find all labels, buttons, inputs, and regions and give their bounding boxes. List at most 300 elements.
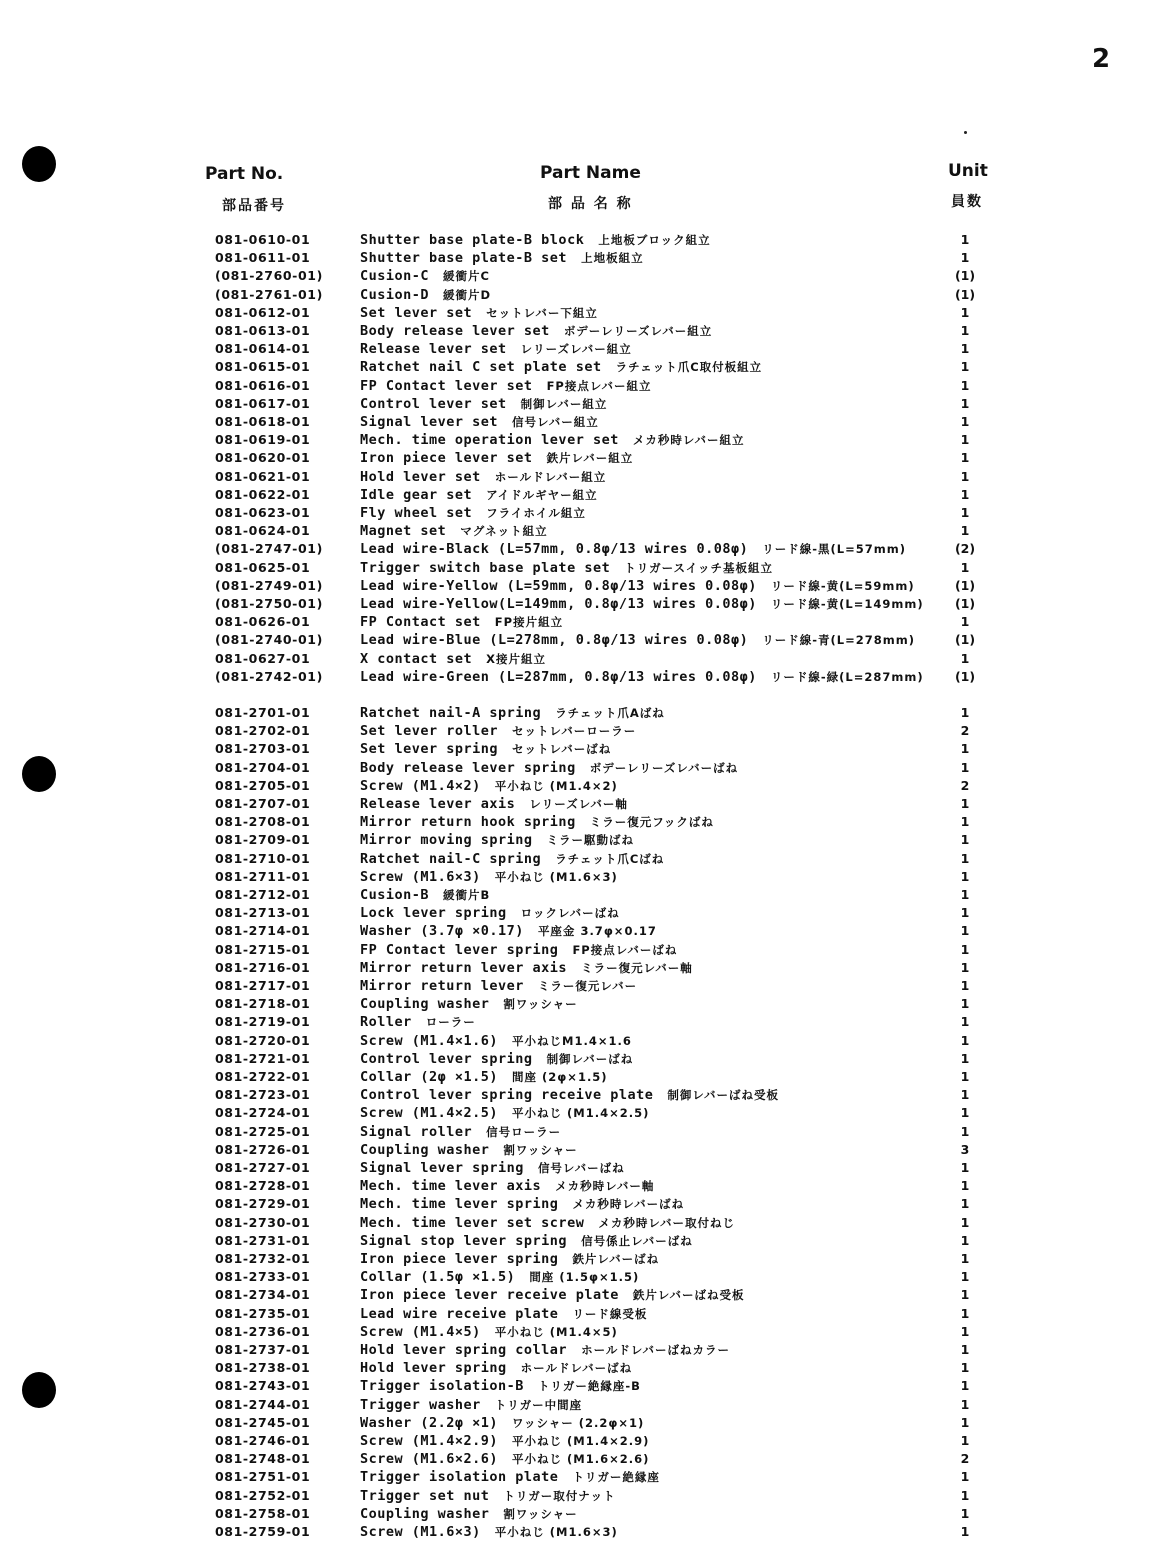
part-name-en: Lead wire-Black (L=57mm, 0.8φ/13 wires 0.08φ) [360,541,749,558]
part-name [360,505,586,521]
part-name [360,469,606,485]
part-unit: 1 [960,614,970,630]
part-name [360,1378,641,1394]
part-name-jp: 制御レバー組立 [520,396,608,411]
part-number: 081-2738-01 [215,1360,311,1376]
part-row [0,578,1152,596]
part-name-en: Screw (M1.4×2.9) [360,1433,499,1449]
part-number: 081-0617-01 [215,395,311,411]
part-name [360,905,620,921]
part-number: 081-2745-01 [215,1414,311,1430]
header-unit: Unit [948,161,988,181]
part-name-jp: ミラー復元レバー軸 [581,960,693,975]
part-name-jp: 上地板組立 [581,251,644,266]
part-name-en: Mirror return lever axis [360,959,568,976]
part-number: 081-2711-01 [215,868,311,884]
part-row [0,1269,1152,1287]
part-row [0,760,1152,778]
part-name [360,1160,625,1176]
part-name [360,1105,649,1121]
part-unit: 1 [960,1014,970,1030]
part-unit: 1 [960,395,970,411]
part-name-en: Idle gear set [360,486,473,503]
part-name [360,1342,730,1358]
part-name-en: Shutter base plate-B block [360,232,585,248]
part-name-en: Lead wire receive plate [360,1305,559,1322]
part-unit: 1 [960,850,970,866]
part-row [0,505,1152,523]
part-number: 081-2733-01 [215,1269,311,1285]
part-row [0,1488,1152,1506]
part-row [0,1433,1152,1451]
part-name-jp: 信号係止レバーばね [581,1233,693,1248]
part-unit: 1 [960,232,970,247]
part-name-jp: トリガースイッチ基板組立 [624,560,774,575]
part-number: 081-0610-01 [215,232,311,247]
part-row [0,1524,1152,1542]
part-number: 081-2704-01 [215,759,311,775]
part-name-jp: FP接点レバー組立 [546,378,652,393]
part-number: 081-2724-01 [215,1105,311,1121]
part-row [0,396,1152,414]
part-name-en: Body release lever set [360,323,550,339]
part-unit: 1 [960,1214,970,1230]
part-number: 081-2710-01 [215,850,311,866]
part-name-en: Trigger set nut [360,1487,490,1504]
part-unit: 1 [960,1087,970,1103]
part-number: 081-2727-01 [215,1160,311,1175]
part-row [0,1087,1152,1105]
part-number: 081-0621-01 [215,468,311,484]
part-name [360,814,714,830]
part-name-jp: 割ワッシャー [503,1506,578,1521]
part-name-jp: フライホイル組立 [486,506,586,520]
part-unit: 1 [960,1032,970,1048]
part-row [0,723,1152,741]
part-number: 081-2713-01 [215,905,311,921]
part-number: 081-2759-01 [215,1524,311,1539]
part-unit: (1) [954,668,976,684]
part-name-jp: セットレバーローラー [512,724,637,739]
part-unit: 3 [960,1141,970,1157]
part-name [360,1488,616,1504]
part-name-en: Roller [360,1014,412,1031]
part-name-en: Trigger switch base plate set [360,559,611,576]
part-name [360,796,628,812]
part-name-en: Control lever set [360,395,507,412]
part-name [360,450,633,466]
part-name-en: Mech. time lever axis [360,1178,542,1195]
part-number: 081-2732-01 [215,1251,311,1266]
part-number: 081-0625-01 [215,559,311,575]
part-name-jp: X接片組立 [486,651,547,666]
part-row [0,596,1152,614]
part-name [360,541,906,557]
part-unit: 1 [960,250,970,266]
part-name-en: Signal lever set [360,414,499,430]
part-name [360,232,711,248]
part-number: 081-2751-01 [215,1469,311,1485]
header-part-no-jp: 部品番号 [222,198,286,214]
part-unit: 1 [960,1305,970,1321]
part-name [360,960,693,976]
part-name-jp: ラチェット爪C取付板組立 [615,360,763,375]
part-number: 081-2714-01 [215,923,311,939]
part-name-en: Screw (M1.4×2.5) [360,1105,499,1122]
part-row [0,378,1152,396]
part-number: 081-2744-01 [215,1396,311,1412]
part-name-jp: セットレバー下組立 [486,305,598,320]
part-row [0,1014,1152,1032]
part-number: 081-0627-01 [215,650,311,666]
part-name-jp: 割ワッシャー [503,997,578,1012]
part-unit: (2) [954,541,976,557]
part-unit: (1) [954,596,976,611]
part-name-jp: 平小ねじ (M1.4×5) [494,1324,618,1339]
part-number: 081-2725-01 [215,1123,311,1139]
part-name [360,305,598,321]
part-name-en: Washer (3.7φ ×0.17) [360,923,524,940]
part-number: 081-0626-01 [215,614,311,630]
part-row [0,1160,1152,1178]
part-number: 081-2730-01 [215,1214,311,1230]
part-name-en: Cusion-B [360,887,430,903]
part-number: (081-2760-01) [215,268,323,284]
part-name [360,1506,578,1522]
part-name-jp: FP接片組立 [494,615,564,630]
part-unit: 1 [960,650,970,666]
header-part-no: Part No. [205,164,284,184]
part-name-jp: 平小ねじ (M1.4×2) [494,778,618,793]
part-row [0,978,1152,996]
part-name [360,323,712,339]
part-name-en: Washer (2.2φ ×1) [360,1414,499,1431]
part-name-en: Release lever set [360,341,507,358]
part-name-jp: レリーズレバー組立 [520,342,632,357]
part-name [360,1360,632,1376]
part-unit: 1 [960,1287,970,1303]
part-unit: 1 [960,359,970,375]
part-unit: 1 [960,996,970,1012]
part-name-jp: 制御レバーばね受板 [667,1088,780,1103]
part-unit: (1) [954,286,976,302]
part-row [0,323,1152,341]
part-name-en: Screw (M1.4×1.6) [360,1032,499,1049]
part-row [0,851,1152,869]
part-name [360,1014,476,1030]
part-unit: 1 [960,341,970,357]
part-row [0,523,1152,541]
part-name-jp: レリーズレバー軸 [529,797,628,811]
part-name-en: Ratchet nail C set plate set [360,359,602,376]
part-name-jp: 鉄片レバーばね [572,1252,660,1266]
part-unit: (1) [954,268,976,284]
part-unit: 1 [960,505,970,520]
part-name [360,287,491,303]
part-row [0,1233,1152,1251]
part-unit: 1 [960,432,970,448]
part-name-en: Ratchet nail-C spring [360,850,542,867]
part-number: 081-2758-01 [215,1505,311,1521]
part-unit: 1 [960,486,970,502]
part-name-jp: 平小ねじ (M1.4×2.5) [512,1106,650,1121]
part-name-en: Screw (M1.6×2.6) [360,1451,499,1468]
part-unit: 2 [960,1451,970,1467]
part-name [360,723,636,739]
part-name-en: Hold lever spring [360,1360,507,1377]
part-unit: 1 [960,741,970,757]
part-name-en: Iron piece lever spring [360,1251,559,1267]
part-name-en: Hold lever spring collar [360,1342,568,1358]
part-number: 081-2702-01 [215,723,311,739]
part-row [0,541,1152,559]
part-name [360,1451,649,1467]
part-name [360,1397,582,1413]
part-name [360,887,490,903]
part-name-jp: リード線-黄(L=59mm) [770,578,915,593]
part-name-jp: 鉄片レバー組立 [546,451,634,466]
part-name [360,250,644,266]
part-name-jp: メカ秒時レバー取付ねじ [598,1215,736,1230]
part-name-jp: トリガー中間座 [494,1397,583,1412]
part-unit: 1 [960,1524,970,1539]
part-name-jp: 間座 (1.5φ×1.5) [529,1270,640,1285]
part-number: 081-0616-01 [215,377,311,393]
part-name-jp: ミラー駆動ばね [546,833,635,848]
part-name-jp: メカ秒時レバー軸 [555,1179,655,1194]
part-row [0,1124,1152,1142]
part-number: (081-2742-01) [215,668,323,684]
part-name-jp: ホールドレバーばね [520,1361,633,1376]
part-number: 081-0623-01 [215,505,311,520]
part-name-jp: トリガー絶縁座 [572,1470,660,1485]
part-name [360,651,546,667]
part-number: 081-2731-01 [215,1232,311,1248]
part-row [0,869,1152,887]
part-number: 081-2723-01 [215,1087,311,1103]
part-name [360,359,762,375]
part-unit: 1 [960,1323,970,1339]
part-unit: 1 [960,468,970,484]
part-name [360,487,598,503]
part-row [0,1051,1152,1069]
part-name [360,1324,618,1340]
part-name-en: Hold lever set [360,468,481,485]
part-name-jp: 信号ローラー [486,1124,562,1139]
part-unit: 1 [960,523,970,539]
part-unit: 1 [960,1105,970,1121]
part-number: 081-2736-01 [215,1323,311,1339]
part-name [360,378,652,394]
part-name-en: Signal stop lever spring [360,1232,568,1249]
part-row [0,1378,1152,1396]
part-name-en: FP Contact set [360,614,481,631]
part-name [360,832,634,848]
part-unit: 1 [960,941,970,957]
part-name-en: Coupling washer [360,1505,490,1522]
part-name [360,923,657,939]
part-name-jp: ワッシャー (2.2φ×1) [512,1415,645,1430]
part-name-jp: 平小ねじ (M1.6×2.6) [512,1452,650,1467]
part-name [360,1178,654,1194]
part-unit: 1 [960,705,970,720]
part-unit: 2 [960,777,970,793]
part-unit: 1 [960,959,970,975]
part-unit: 1 [960,1505,970,1521]
part-row [0,705,1152,723]
part-row [0,923,1152,941]
part-name-en: Trigger isolation plate [360,1469,559,1486]
part-name-en: Mech. time lever spring [360,1196,559,1213]
part-name-jp: ロックレバーばね [520,906,620,921]
part-name-en: Mech. time lever set screw [360,1214,585,1231]
part-name-en: Magnet set [360,523,447,540]
part-name-en: Control lever spring receive plate [360,1087,654,1104]
part-row [0,287,1152,305]
part-row [0,1142,1152,1160]
part-unit: (1) [954,632,976,648]
part-unit: 1 [960,323,970,338]
part-name-jp: 制御レバーばね [546,1051,634,1066]
part-name [360,1233,693,1249]
part-name [360,1524,618,1540]
part-row [0,814,1152,832]
part-name-en: Control lever spring [360,1050,533,1067]
part-name [360,268,490,284]
part-name [360,778,618,794]
part-number: 081-2735-01 [215,1305,311,1321]
part-name-jp: セットレバーばね [512,742,612,757]
part-name-jp: ホールドレバーばねカラー [581,1343,731,1357]
part-row [0,305,1152,323]
part-name [360,669,924,685]
part-number: 081-2729-01 [215,1196,311,1212]
part-number: 081-0614-01 [215,341,311,357]
part-name-jp: 信号レバーばね [537,1161,625,1175]
part-number: 081-2748-01 [215,1451,311,1467]
part-number: 081-2705-01 [215,777,311,793]
part-name-jp: 上地板ブロック組立 [598,233,711,247]
part-unit: 1 [960,1469,970,1485]
part-name [360,942,677,958]
part-name [360,741,611,757]
part-row [0,1451,1152,1469]
part-number: 081-2734-01 [215,1287,311,1303]
part-name [360,1215,735,1231]
header-part-name: Part Name [540,163,641,183]
part-number: 081-0619-01 [215,432,311,448]
part-name-jp: 信号レバー組立 [512,415,599,429]
part-name-jp: 緩衝片D [443,287,492,302]
part-row [0,1287,1152,1305]
part-name-en: X contact set [360,650,473,667]
part-name-jp: トリガー絶縁座-B [537,1379,641,1394]
part-row [0,1105,1152,1123]
part-name [360,760,738,776]
part-row [0,1215,1152,1233]
page-number: 2 [1092,44,1111,74]
part-name-en: Iron piece lever receive plate [360,1287,619,1304]
part-name-jp: 鉄片レバーばね受板 [632,1288,745,1303]
part-name-jp: ラチェット爪Cばね [555,851,665,866]
part-row [0,341,1152,359]
part-row [0,796,1152,814]
part-row [0,1469,1152,1487]
part-name [360,414,599,430]
part-unit: 1 [960,414,970,429]
part-row [0,1251,1152,1269]
part-name-en: FP Contact lever spring [360,941,559,958]
part-number: 081-0612-01 [215,304,311,320]
part-name-jp: ラチェット爪Aばね [555,706,665,720]
part-name-jp: 平小ねじ (M1.6×3) [494,1525,618,1539]
part-name-jp: ローラー [425,1015,476,1030]
part-row [0,250,1152,268]
part-name [360,341,632,357]
header-unit-jp: 員数 [951,194,983,210]
part-number: 081-2709-01 [215,832,311,848]
part-name-jp: ホールドレバー組立 [494,469,607,484]
part-name [360,396,607,412]
part-name-jp: ボデーレリーズレバーばね [589,760,739,775]
part-row [0,450,1152,468]
part-row [0,1033,1152,1051]
part-unit: 1 [960,1360,970,1376]
part-row [0,469,1152,487]
part-number: 081-0624-01 [215,523,311,539]
part-name [360,1269,639,1285]
part-name [360,1469,660,1485]
part-unit: 1 [960,1433,970,1448]
part-name [360,1251,659,1267]
part-name [360,1196,684,1212]
part-row [0,414,1152,432]
speck [964,131,967,134]
part-number: 081-0611-01 [215,250,311,266]
part-number: 081-2728-01 [215,1178,311,1194]
part-name-jp: ミラー復元フックばね [589,815,714,830]
part-name-jp: ミラー復元レバー [537,979,638,993]
part-name-jp: メカ秒時レバーばね [572,1197,685,1212]
part-name-jp: 間座 (2φ×1.5) [512,1070,608,1084]
part-number: (081-2747-01) [215,541,323,557]
part-unit: 1 [960,304,970,320]
part-unit: 1 [960,1378,970,1394]
part-row [0,1196,1152,1214]
part-number: 081-2721-01 [215,1050,311,1066]
part-row [0,651,1152,669]
part-unit: 1 [960,1050,970,1066]
part-name [360,869,618,885]
part-name [360,851,664,867]
part-number: 081-2707-01 [215,796,311,811]
part-name-jp: メカ秒時レバー組立 [632,433,745,448]
part-name-en: Signal lever spring [360,1160,524,1176]
part-row [0,960,1152,978]
part-name-en: Shutter base plate-B set [360,250,568,267]
part-name-en: Trigger isolation-B [360,1378,524,1395]
part-name [360,1142,578,1158]
part-number: 081-0622-01 [215,486,311,502]
part-unit: 1 [960,1178,970,1194]
part-row [0,887,1152,905]
part-name-jp: リード線-青(L=278mm) [762,633,915,648]
part-unit: 1 [960,814,970,830]
part-number: 081-2718-01 [215,996,311,1012]
part-name-jp: ボデーレリーズレバー組立 [563,324,713,338]
part-name-jp: 緩衝片B [443,888,491,902]
part-name-en: Lead wire-Green (L=287mm, 0.8φ/13 wires 0.08φ) [360,668,757,685]
